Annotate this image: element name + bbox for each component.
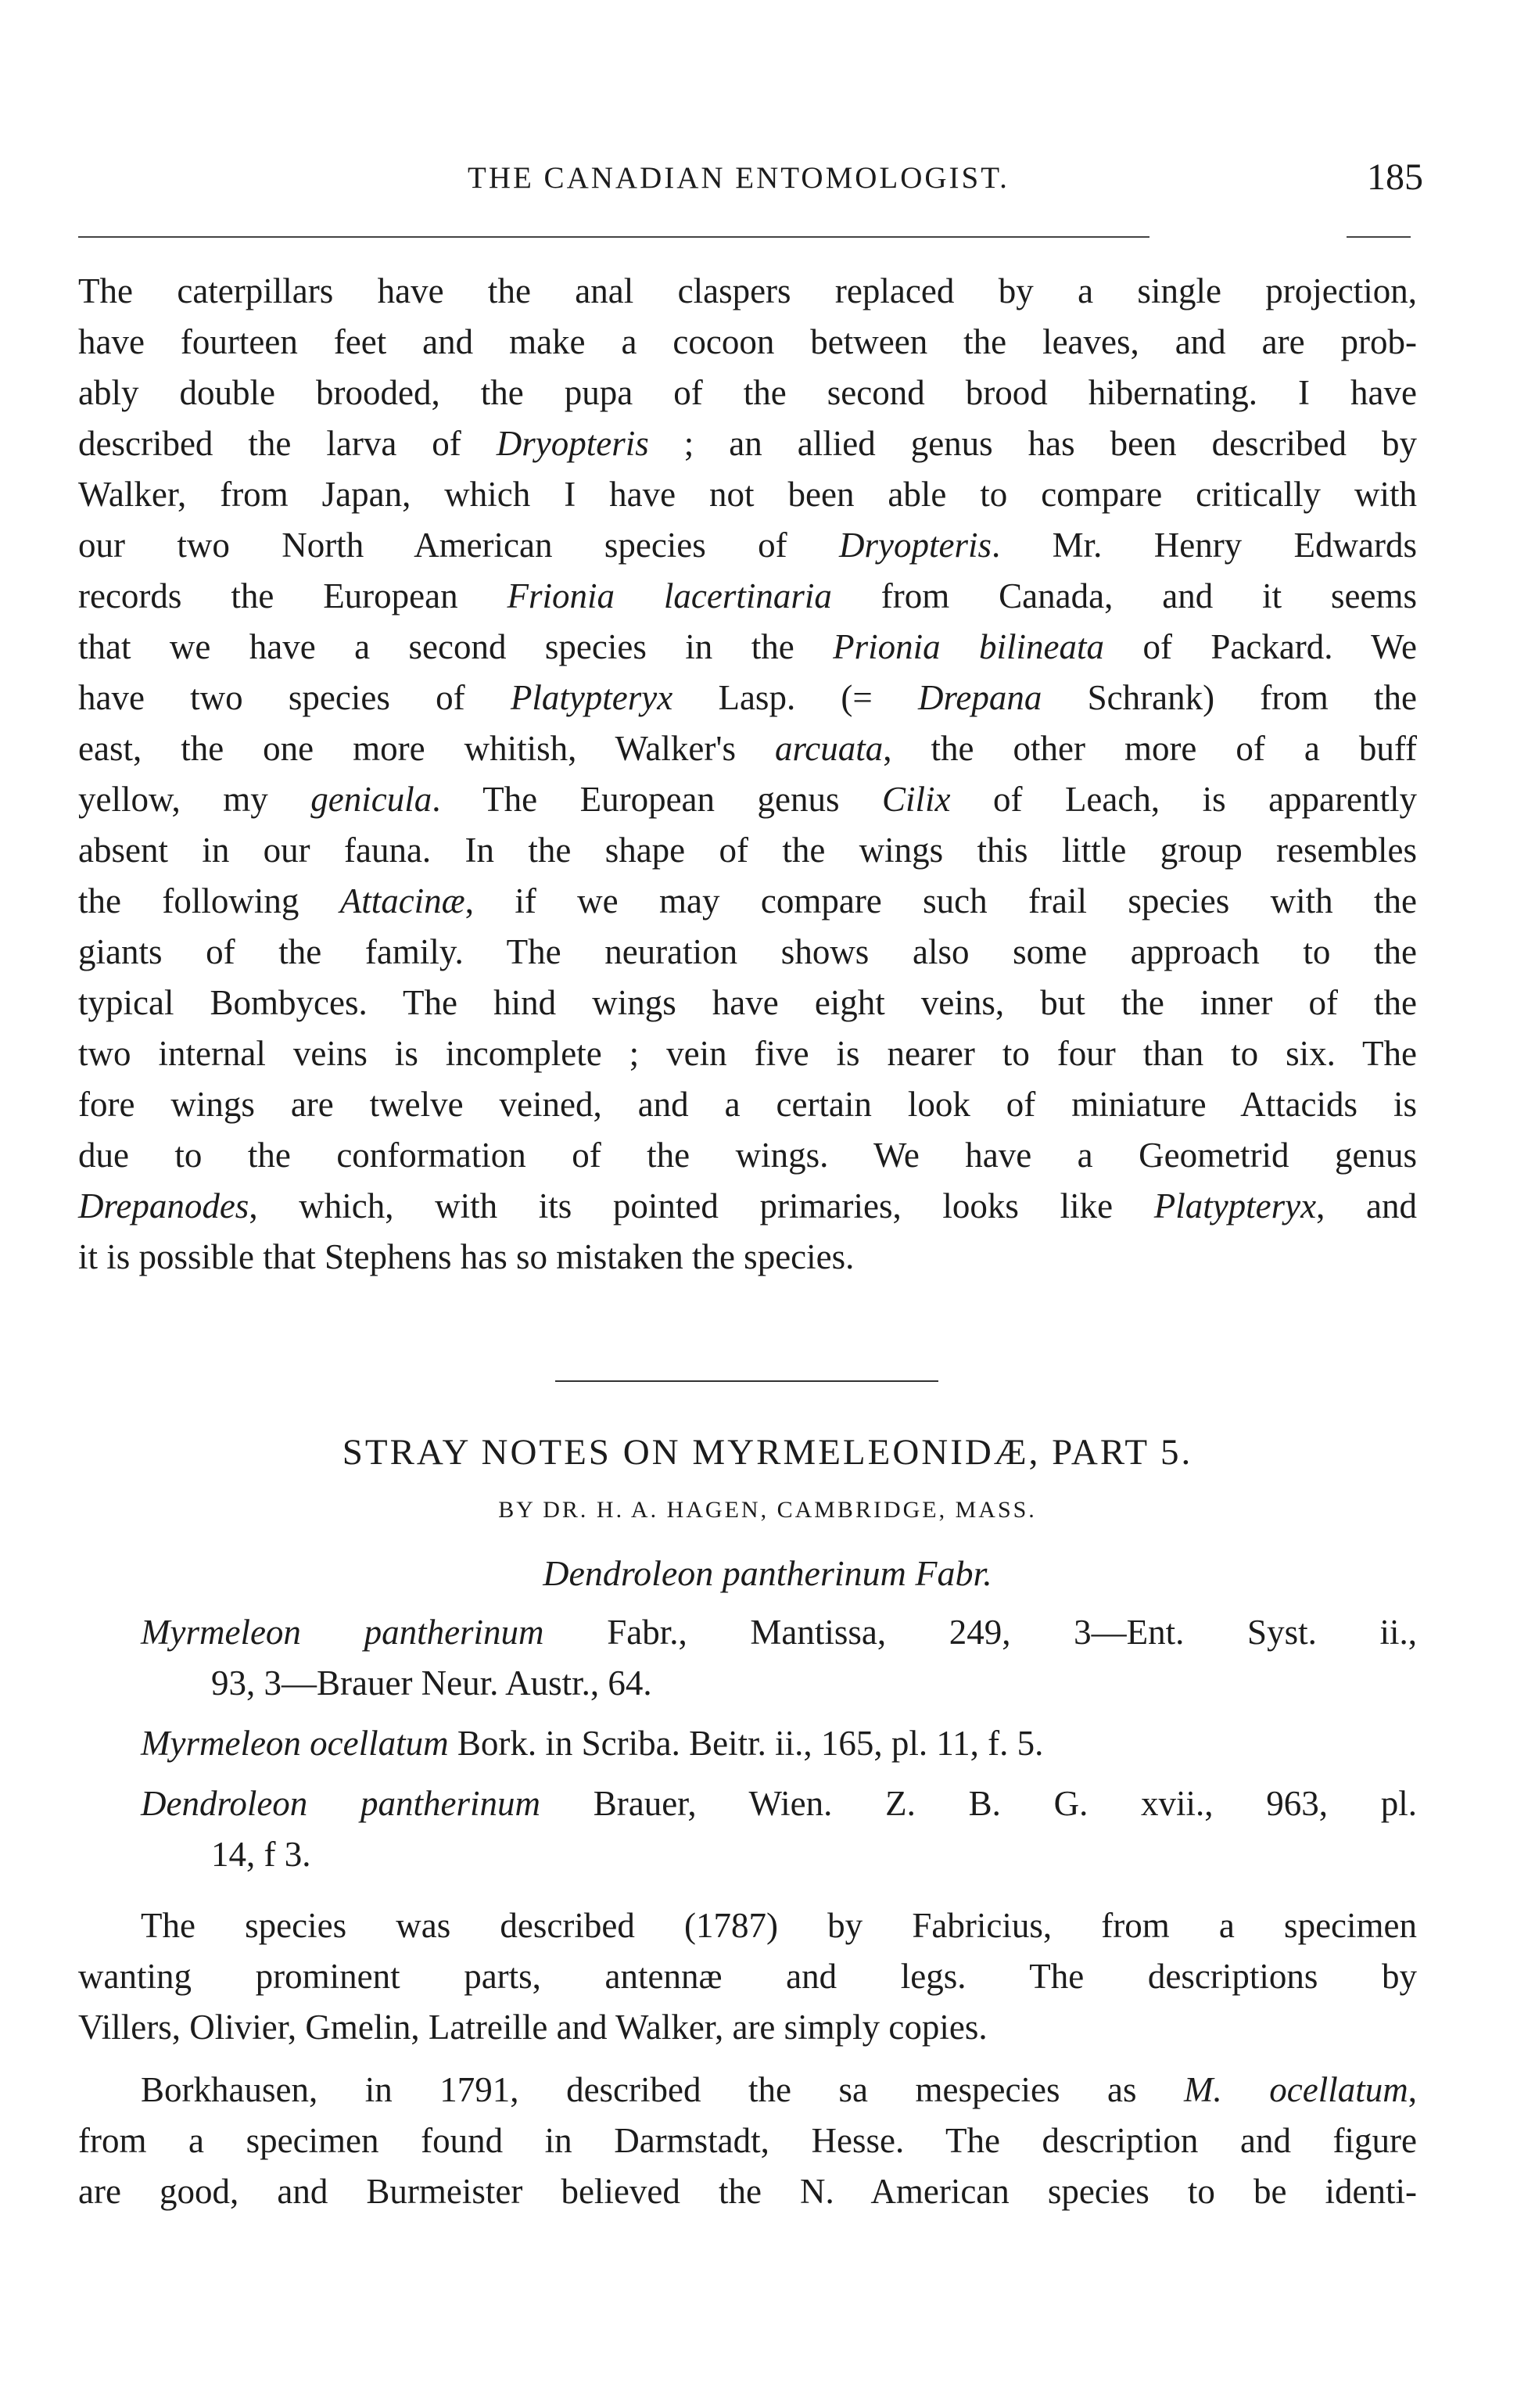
- text-line: records the European Frionia lacertinaria from Canada, and it seems: [78, 576, 1417, 615]
- text-line: yellow, my genicula. The European genus Cilix of Leach, is apparently: [78, 780, 1417, 819]
- text-line: are good, and Burmeister believed the N. American species to be identi-: [78, 2172, 1417, 2211]
- text-line: two internal veins is incomplete ; vein five is nearer to four than to six. The: [78, 1034, 1417, 1073]
- text-line: typical Bombyces. The hind wings have eight veins, but the inner of the: [78, 983, 1417, 1022]
- intro-paragraph: [78, 266, 1417, 1283]
- paragraph-description: [78, 1900, 1417, 2053]
- header-rule-right: [1347, 236, 1411, 238]
- text-line: have two species of Platypteryx Lasp. (= Drepana Schrank) from the: [78, 678, 1417, 717]
- species-heading-text: Dendroleon pantherinum Fabr.: [543, 1553, 992, 1593]
- synonymy-line: Myrmeleon pantherinum Fabr., Mantissa, 249, 3—Ent. Syst. ii.,: [141, 1613, 1418, 1652]
- text-line: due to the conformation of the wings. We have a Geometrid genus: [78, 1136, 1417, 1175]
- text-line: the following Attacinæ, if we may compare such frail species with the: [78, 881, 1418, 920]
- synonymy-line: 93, 3—Brauer Neur. Austr., 64.: [211, 1663, 652, 1703]
- text-line: have fourteen feet and make a cocoon between the leaves, and are prob-: [78, 322, 1417, 361]
- byline: BY DR. H. A. HAGEN, CAMBRIDGE, MASS.: [498, 1497, 1037, 1523]
- text-line: it is possible that Stephens has so mistaken the species.: [78, 1237, 855, 1276]
- text-line: Drepanodes, which, with its pointed primaries, looks like Platypteryx, and: [78, 1186, 1417, 1226]
- text-line: ably double brooded, the pupa of the second brood hibernating. I have: [78, 373, 1417, 412]
- text-line: giants of the family. The neuration shows also some approach to the: [78, 932, 1417, 971]
- synonymy-entry: [78, 1778, 1417, 1880]
- section-title: STRAY NOTES ON MYRMELEONIDÆ, PART 5.: [342, 1432, 1193, 1473]
- text-line: Borkhausen, in 1791, described the sa mespecies as M. ocellatum,: [141, 2070, 1418, 2109]
- synonymy-list: [78, 1607, 1417, 1889]
- paragraph-borkhausen: [78, 2065, 1417, 2217]
- text-line: from a specimen found in Darmstadt, Hesse. The description and figure: [78, 2121, 1417, 2160]
- text-line: The species was described (1787) by Fabricius, from a specimen: [141, 1906, 1417, 1945]
- text-line: Walker, from Japan, which I have not been able to compare critically with: [78, 475, 1417, 514]
- synonymy-line: 14, f 3.: [211, 1835, 311, 1874]
- species-heading: [0, 1552, 1535, 1594]
- section-divider: [555, 1380, 938, 1382]
- running-head: [78, 156, 1423, 207]
- header-rule: [78, 236, 1149, 238]
- synonymy-line: Dendroleon pantherinum Brauer, Wien. Z. B. G. xvii., 963, pl.: [141, 1784, 1417, 1823]
- synonymy-entry: [78, 1718, 1417, 1769]
- text-line: east, the one more whitish, Walker's arcuata, the other more of a buff: [78, 729, 1417, 768]
- text-line: The caterpillars have the anal claspers replaced by a single projection,: [78, 271, 1417, 310]
- text-line: described the larva of Dryopteris ; an allied genus has been described by: [78, 424, 1417, 463]
- page-number: 185: [1367, 156, 1423, 198]
- text-line: that we have a second species in the Prionia bilineata of Packard. We: [78, 627, 1417, 666]
- synonymy-entry: [78, 1607, 1417, 1709]
- text-line: our two North American species of Dryopteris. Mr. Henry Edwards: [78, 526, 1417, 565]
- text-line: fore wings are twelve veined, and a certain look of miniature Attacids is: [78, 1085, 1417, 1124]
- text-line: wanting prominent parts, antennæ and legs. The descriptions by: [78, 1957, 1417, 1996]
- text-line: absent in our fauna. In the shape of the wings this little group resembles: [78, 831, 1417, 870]
- text-line: Villers, Olivier, Gmelin, Latreille and Walker, are simply copies.: [78, 2008, 988, 2047]
- running-title: THE CANADIAN ENTOMOLOGIST.: [468, 161, 1010, 195]
- synonymy-line: Myrmeleon ocellatum Bork. in Scriba. Beitr. ii., 165, pl. 11, f. 5.: [141, 1724, 1044, 1763]
